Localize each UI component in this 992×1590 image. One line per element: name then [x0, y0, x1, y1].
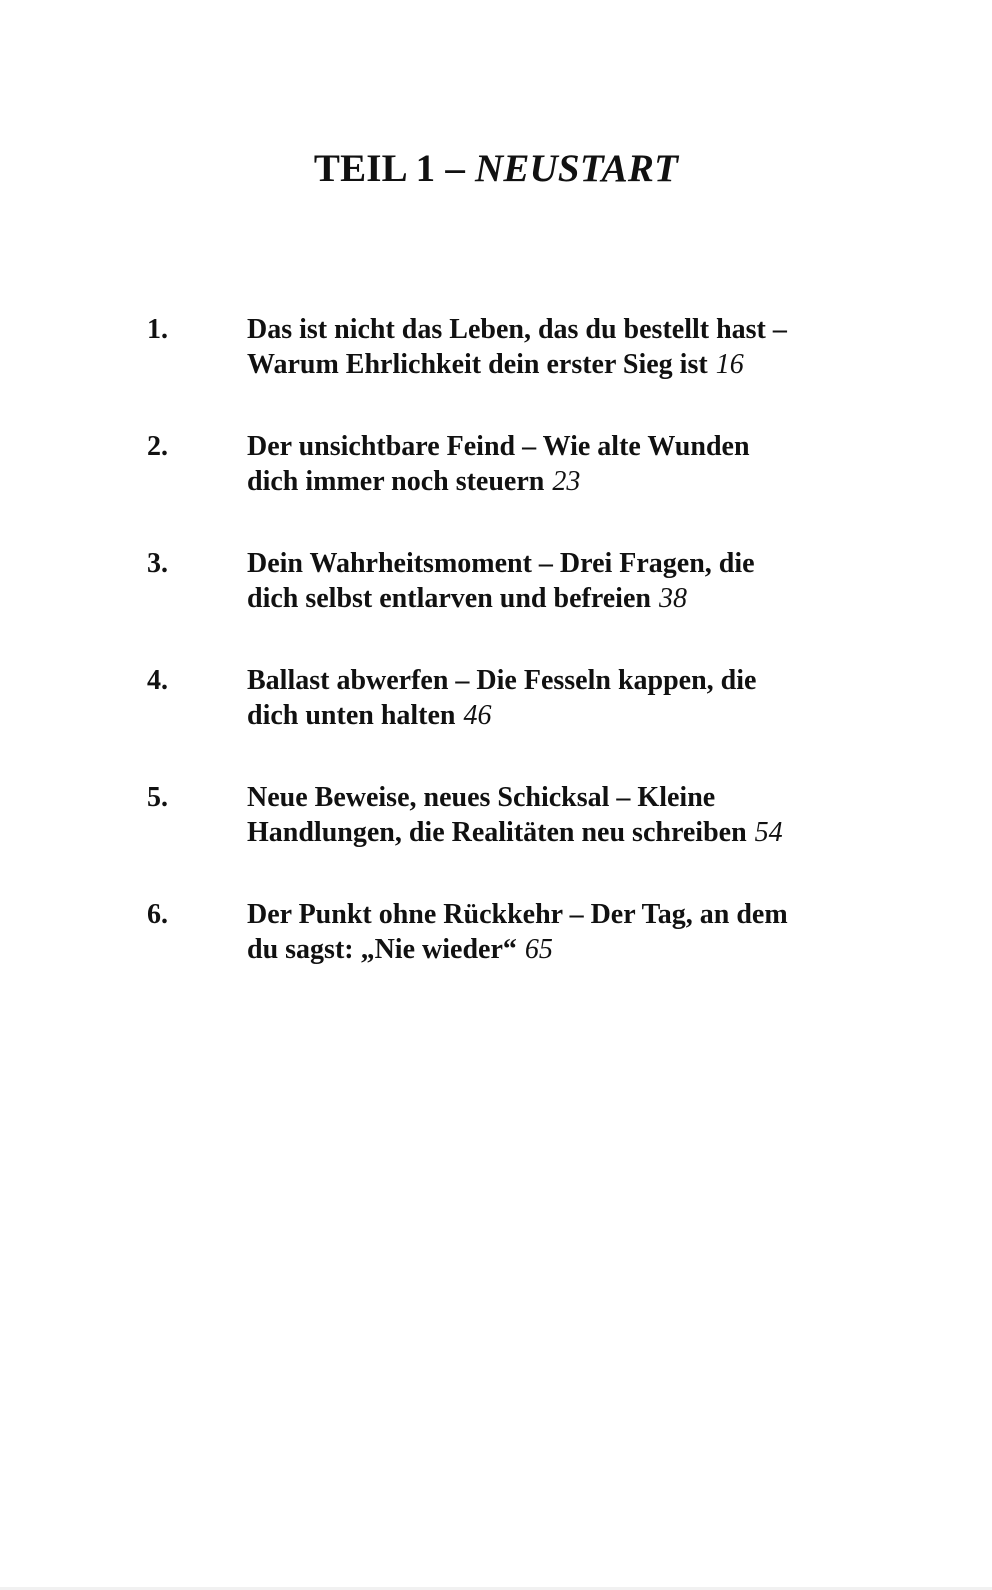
page-number: 65 [524, 934, 553, 965]
part-title: NEUSTART [474, 147, 679, 190]
toc-entry-2 [0, 429, 992, 546]
chapter-number: 1. [147, 314, 168, 345]
page-number: 54 [754, 817, 783, 848]
chapter-title-line: Ballast abwerfen – Die Fesseln kappen, die [247, 665, 757, 696]
toc-entry-1 [0, 312, 992, 429]
table-of-contents [0, 312, 992, 1014]
chapter-title-line [247, 464, 857, 499]
chapter-title-text: dich selbst entlarven und befreien [247, 583, 651, 614]
chapter-title-line [247, 581, 857, 616]
chapter-title-line [247, 932, 857, 967]
chapter-number: 5. [147, 782, 168, 813]
chapter-title-text: Handlungen, die Realitäten neu schreiben [247, 817, 747, 848]
chapter-title [247, 663, 857, 733]
chapter-title [247, 780, 857, 850]
chapter-title [247, 312, 857, 382]
page-number: 46 [463, 700, 492, 731]
chapter-title-line [247, 347, 857, 382]
chapter-number: 3. [147, 548, 168, 579]
chapter-title-line: Der Punkt ohne Rückkehr – Der Tag, an dem [247, 899, 788, 930]
chapter-number: 2. [147, 431, 168, 462]
part-label: TEIL 1 – [313, 147, 475, 190]
chapter-title [247, 429, 857, 499]
chapter-number: 4. [147, 665, 168, 696]
page-number: 16 [715, 349, 744, 380]
chapter-title [247, 546, 857, 616]
chapter-title-line: Der unsichtbare Feind – Wie alte Wunden [247, 431, 750, 462]
chapter-title-text: du sagst: „Nie wieder“ [247, 934, 517, 965]
chapter-number: 6. [147, 899, 168, 930]
chapter-title-line [247, 815, 857, 850]
chapter-title-line: Dein Wahrheitsmoment – Drei Fragen, die [247, 548, 755, 579]
chapter-title-text: Warum Ehrlichkeit dein erster Sieg ist [247, 349, 708, 380]
page-number: 23 [552, 466, 581, 497]
chapter-title-line [247, 698, 857, 733]
toc-entry-6 [0, 897, 992, 1014]
page-number: 38 [658, 583, 687, 614]
chapter-title-line: Das ist nicht das Leben, das du bestellt hast – [247, 314, 787, 345]
toc-entry-4 [0, 663, 992, 780]
toc-entry-5 [0, 780, 992, 897]
chapter-title-text: dich unten halten [247, 700, 456, 731]
toc-entry-3 [0, 546, 992, 663]
chapter-title-text: dich immer noch steuern [247, 466, 545, 497]
chapter-title-line: Neue Beweise, neues Schicksal – Kleine [247, 782, 716, 813]
part-heading [0, 147, 992, 191]
chapter-title [247, 897, 857, 967]
